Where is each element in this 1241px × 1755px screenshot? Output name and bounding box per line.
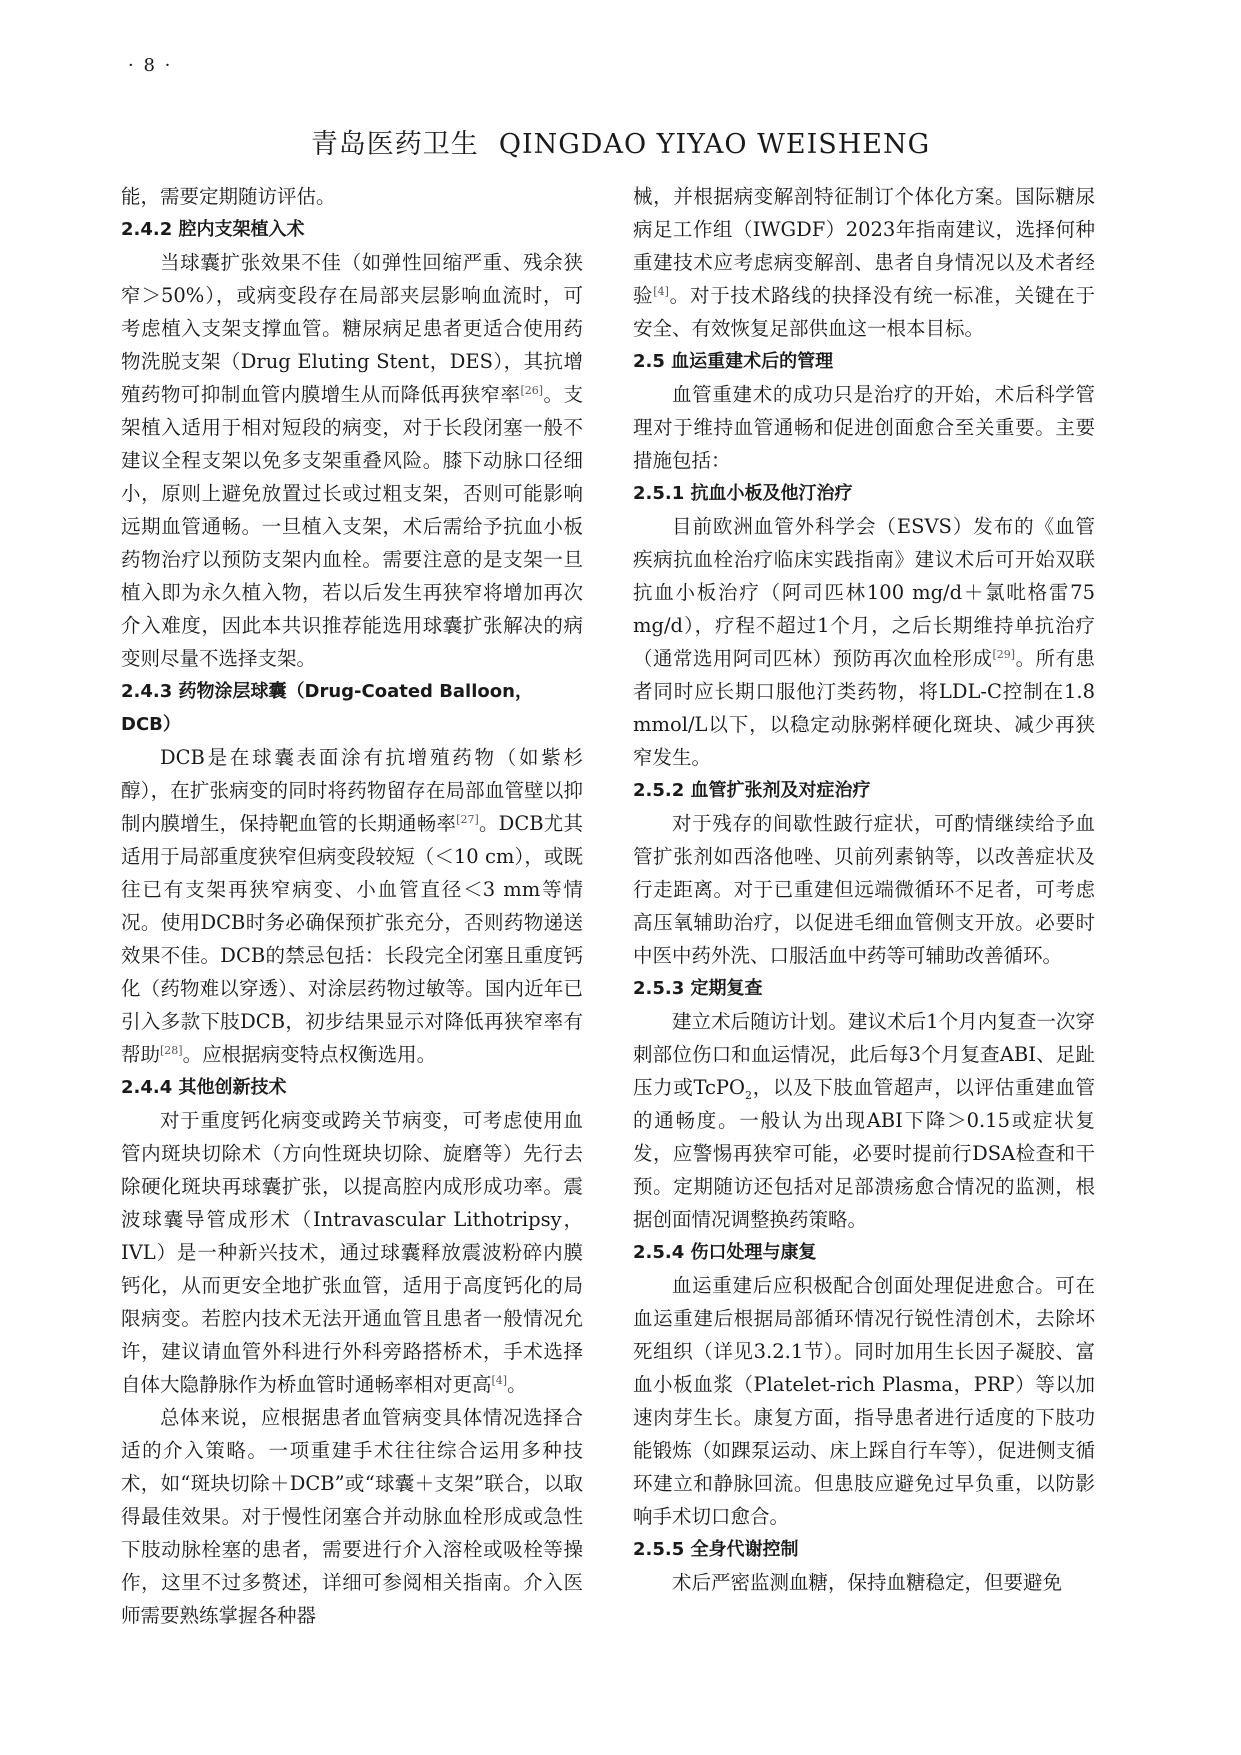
citation: [27] [456, 813, 479, 826]
citation: [26] [520, 384, 544, 397]
paragraph [121, 1401, 583, 1632]
page-number: · 8 · [128, 55, 173, 76]
section-heading-2-4-4: 2.4.4 其他创新技术 [121, 1077, 287, 1098]
paragraph-text: 目前欧洲血管外科学会（ESVS）发布的《血管疾病抗血栓治疗临床实践指南》建议术后可开始双联抗血小板治疗（阿司匹林100 mg/d＋氯吡格雷75 mg/d），疗程不超过1个月，之后长期维持单抗治疗（通常选用阿司匹林）预防再次血栓形成 [633, 515, 1095, 670]
paragraph-text: DCB是在球囊表面涂有抗增殖药物（如紫杉醇），在扩张病变的同时将药物留存在局部血管壁以抑制内膜增生，保持靶血管的长期通畅率 [121, 746, 583, 835]
paragraph [633, 1566, 1095, 1599]
section-heading-2-5-1: 2.5.1 抗血小板及他汀治疗 [633, 483, 853, 504]
paragraph-text: 血管重建术的成功只是治疗的开始，术后科学管理对于维持血管通畅和促进创面愈合至关重要。主要措施包括： [633, 383, 1095, 472]
paragraph-text: 。 [507, 1373, 527, 1396]
paragraph [633, 1005, 1095, 1236]
subscript: 2 [745, 1088, 753, 1102]
paragraph-text: 。应根据病变特点权衡选用。 [182, 1043, 437, 1066]
section-heading-2-5-5: 2.5.5 全身代谢控制 [633, 1539, 799, 1560]
paragraph-text: 对于重度钙化病变或跨关节病变，可考虑使用血管内斑块切除术（方向性斑块切除、旋磨等）先行去除硬化斑块再球囊扩张，以提高腔内成形成功率。震波球囊导管成形术（Intravascular Lithotripsy，IVL）是一种新兴技术，通过球囊释放震波粉碎内膜钙化，从而更安全地扩张血管，适用于高度钙化的局限病变。若腔内技术无法开通血管且患者一般情况允许，建议请血管外科进行外科旁路搭桥术，手术选择自体大隐静脉作为桥血管时通畅率相对更高 [121, 1109, 583, 1396]
journal-title-cn: 青岛医药卫生 [310, 129, 479, 160]
citation: [4] [491, 1374, 508, 1387]
paragraph-text: 。所有患者同时应长期口服他汀类药物，将LDL-C控制在1.8 mmol/L以下，以稳定动脉粥样硬化斑块、减少再狭窄发生。 [633, 647, 1095, 769]
paragraph-text: 术后严密监测血糖，保持血糖稳定，但要避免 [672, 1571, 1063, 1594]
journal-title-en: QINGDAO YIYAO WEISHENG [498, 129, 931, 160]
paragraph [121, 180, 583, 213]
section-heading-2-5-4: 2.5.4 伤口处理与康复 [633, 1242, 817, 1263]
paragraph [633, 1269, 1095, 1533]
left-column [121, 180, 583, 1632]
citation: [4] [653, 285, 669, 298]
paragraph [121, 246, 583, 675]
paragraph-text: 总体来说，应根据患者血管病变具体情况选择合适的介入策略。一项重建手术往往综合运用多种技术，如“斑块切除＋DCB”或“球囊＋支架”联合，以取得最佳效果。对于慢性闭塞合并动脉血栓形成或急性下肢动脉栓塞的患者，需要进行介入溶栓或吸栓等操作，这里不过多赘述，详细可参阅相关指南。介入医师需要熟练掌握各种器 [121, 1406, 583, 1627]
paragraph [633, 510, 1095, 774]
paragraph [633, 180, 1095, 345]
section-heading-2-5-2: 2.5.2 血管扩张剂及对症治疗 [633, 780, 871, 801]
section-heading-2-4-2: 2.4.2 腔内支架植入术 [121, 219, 305, 240]
paragraph [633, 807, 1095, 972]
paragraph-text: 。支架植入适用于相对短段的病变，对于长段闭塞一般不建议全程支架以免多支架重叠风险。膝下动脉口径细小，原则上避免放置过长或过粗支架，否则可能影响远期血管通畅。一旦植入支架，术后需给予抗血小板药物治疗以预防支架内血栓。需要注意的是支架一旦植入即为永久植入物，若以后发生再狭窄将增加再次介入难度，因此本共识推荐能选用球囊扩张解决的病变则尽量不选择支架。 [121, 383, 583, 670]
paragraph-text: 对于残存的间歇性跛行症状，可酌情继续给予血管扩张剂如西洛他唑、贝前列素钠等，以改善症状及行走距离。对于已重建但远端微循环不足者，可考虑高压氧辅助治疗，以促进毛细血管侧支开放。必要时中医中药外洗、口服活血中药等可辅助改善循环。 [633, 812, 1095, 967]
section-heading-2-4-3: 2.4.3 药物涂层球囊（Drug-Coated Balloon，DCB） [121, 681, 533, 735]
paragraph [121, 741, 583, 1071]
paragraph-text: ，以及下肢血管超声，以评估重建血管的通畅度。一般认为出现ABI下降＞0.15或症状复发，应警惕再狭窄可能，必要时提前行DSA检查和干预。定期随访还包括对足部溃疡愈合情况的监测，根据创面情况调整换药策略。 [633, 1076, 1095, 1231]
paragraph [121, 1104, 583, 1401]
right-column [633, 180, 1095, 1599]
paragraph-text: 。对于技术路线的抉择没有统一标准，关键在于安全、有效恢复足部供血这一根本目标。 [633, 284, 1095, 340]
section-heading-2-5: 2.5 血运重建术后的管理 [633, 351, 834, 372]
paragraph-text: 械，并根据病变解剖特征制订个体化方案。国际糖尿病足工作组（IWGDF）2023年指南建议，选择何种重建技术应考虑病变解剖、患者自身情况以及术者经验 [633, 185, 1095, 307]
paragraph-text: 当球囊扩张效果不佳（如弹性回缩严重、残余狭窄＞50%），或病变段存在局部夹层影响血流时，可考虑植入支架支撑血管。糖尿病足患者更适合使用药物洗脱支架（Drug Eluting Stent，DES），其抗增殖药物可抑制血管内膜增生从而降低再狭窄率 [121, 251, 583, 406]
paragraph [633, 378, 1095, 477]
citation: [28] [160, 1044, 183, 1057]
paragraph-text: 血运重建后应积极配合创面处理促进愈合。可在血运重建后根据局部循环情况行锐性清创术，去除坏死组织（详见3.2.1节）。同时加用生长因子凝胶、富血小板血浆（Platelet-rich Plasma，PRP）等以加速肉芽生长。康复方面，指导患者进行适度的下肢功能锻炼（如踝泵运动、床上踩自行车等），促进侧支循环建立和静脉回流。但患肢应避免过早负重，以防影响手术切口愈合。 [633, 1274, 1095, 1528]
paragraph-text: 能，需要定期随访评估。 [121, 185, 336, 208]
section-heading-2-5-3: 2.5.3 定期复查 [633, 978, 763, 999]
citation: [29] [992, 648, 1016, 661]
paragraph-text: 。DCB尤其适用于局部重度狭窄但病变段较短（＜10 cm），或既往已有支架再狭窄病变、小血管直径＜3 mm等情况。使用DCB时务必确保预扩张充分，否则药物递送效果不佳。DCB的禁忌包括：长段完全闭塞且重度钙化（药物难以穿透）、对涂层药物过敏等。国内近年已引入多款下肢DCB，初步结果显示对降低再狭窄率有帮助 [121, 812, 583, 1066]
paragraph-text: 建立术后随访计划。建议术后1个月内复查一次穿刺部位伤口和血运情况，此后每3个月复查ABI、足趾压力或TcPO [633, 1010, 1095, 1099]
journal-header [0, 122, 1241, 161]
